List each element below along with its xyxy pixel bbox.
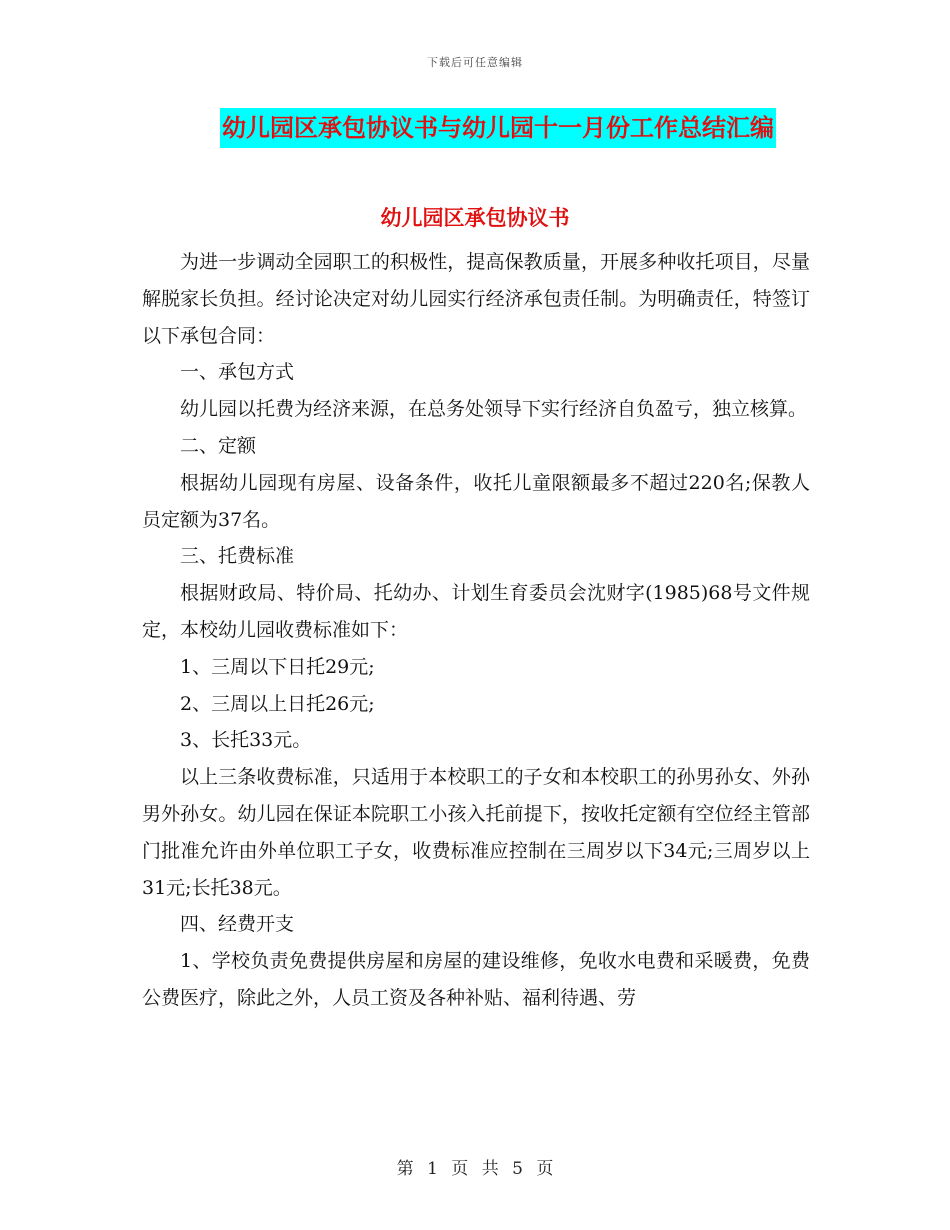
paragraph-heading-expenses: 四、经费开支 bbox=[180, 913, 295, 936]
doc-title-wrap bbox=[0, 108, 950, 148]
paragraph-contract-method: 幼儿园以托费为经济来源，在总务处领导下实行经济自负盈亏，独立核算。 bbox=[180, 398, 808, 421]
paragraph-heading-fee-standard: 三、托费标准 bbox=[180, 545, 295, 568]
header-note: 下载后可任意编辑 bbox=[427, 56, 523, 69]
footer-page-number: 1 bbox=[427, 1159, 438, 1179]
paragraph-fee-standard: 根据财政局、特价局、托幼办、计划生育委员会沈财字(1985)68号文件规定，本校幼儿园收费标准如下： bbox=[142, 582, 810, 641]
body-text bbox=[142, 244, 810, 1017]
paragraph-heading-quota: 二、定额 bbox=[180, 434, 257, 457]
footer-page-prefix: 第 bbox=[396, 1159, 414, 1179]
paragraph-heading-contract-method: 一、承包方式 bbox=[180, 361, 295, 384]
paragraph-quota: 根据幼儿园现有房屋、设备条件，收托儿童限额最多不超过220名;保教人员定额为37名。 bbox=[142, 471, 810, 531]
paragraph-fee-item-1: 1、三周以下日托29元; bbox=[180, 655, 375, 678]
doc-title: 幼儿园区承包协议书与幼儿园十一月份工作总结汇编 bbox=[220, 108, 776, 148]
paragraph-expenses-1: 1、学校负责免费提供房屋和房屋的建设维修，免收水电费和采暖费，免费公费医疗，除此之外，人员工资及各种补贴、福利待遇、劳 bbox=[142, 950, 810, 1009]
footer-total-pages: 5 bbox=[512, 1159, 523, 1179]
paragraph-fee-notes: 以上三条收费标准，只适用于本校职工的子女和本校职工的孙男孙女、外孙男外孙女。幼儿园在保证本院职工小孩入托前提下，按收托定额有空位经主管部门批准允许由外单位职工子女，收费标准应控制在三周岁以下34元;三周岁以上31元;长托38元。 bbox=[142, 766, 810, 899]
paragraph-intro: 为进一步调动全园职工的积极性，提高保教质量，开展多种收托项目，尽量解脱家长负担。经讨论决定对幼儿园实行经济承包责任制。为明确责任，特签订以下承包合同： bbox=[142, 251, 810, 347]
section-title: 幼儿园区承包协议书 bbox=[380, 206, 570, 230]
footer-page-word: 页 bbox=[451, 1159, 469, 1179]
page-footer bbox=[0, 1154, 950, 1179]
footer-total-word: 页 bbox=[536, 1159, 554, 1179]
footer-total-prefix: 共 bbox=[481, 1159, 499, 1179]
paragraph-fee-item-3: 3、长托33元。 bbox=[180, 729, 312, 752]
paragraph-fee-item-2: 2、三周以上日托26元; bbox=[180, 692, 375, 715]
